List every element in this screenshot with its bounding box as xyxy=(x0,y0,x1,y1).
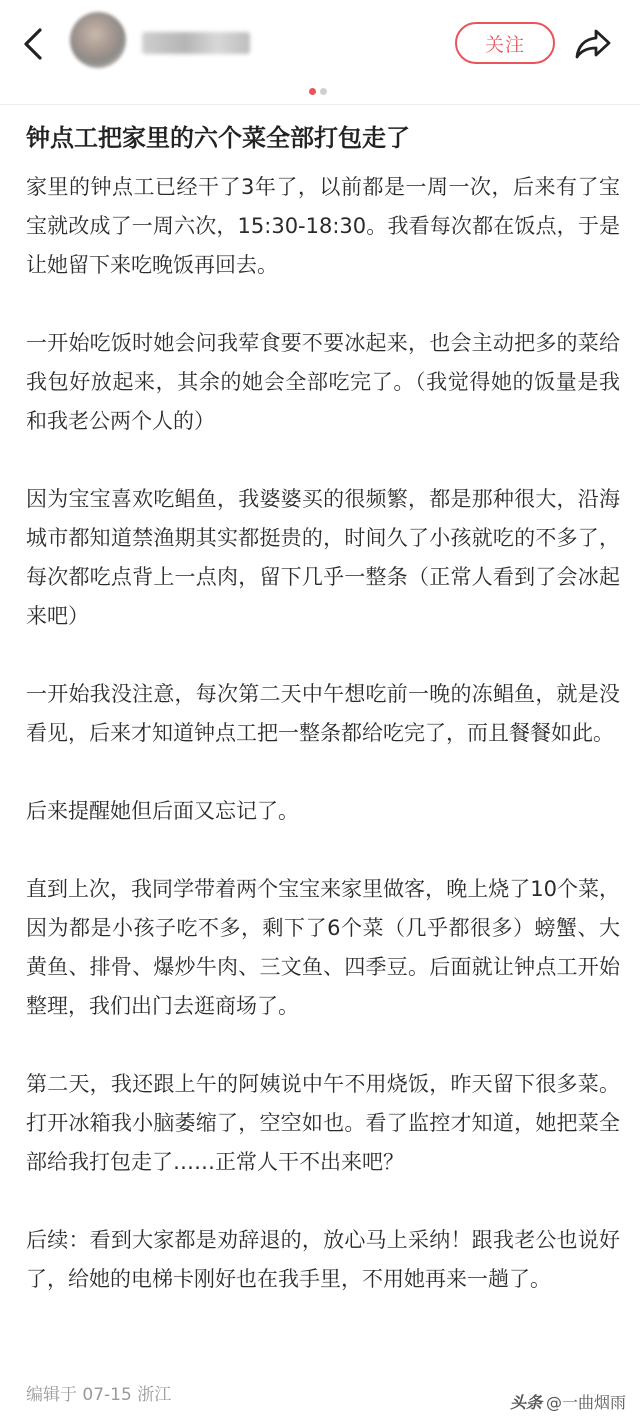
header-divider xyxy=(0,104,640,105)
watermark xyxy=(510,1390,626,1413)
chevron-left-icon xyxy=(22,27,44,61)
post-paragraph: 一开始吃饭时她会问我荤食要不要冰起来，也会主动把多的菜给我包好放起来，其余的她会全部吃完了。（我觉得她的饭量是我和我老公两个人的） xyxy=(26,331,620,433)
post-paragraph: 后续：看到大家都是劝辞退的，放心马上采纳！跟我老公也说好了，给她的电梯卡刚好也在我手里，不用她再来一趟了。 xyxy=(26,1228,620,1291)
top-bar xyxy=(0,0,640,88)
post-paragraph: 一开始我没注意，每次第二天中午想吃前一晚的冻鲳鱼，就是没看见，后来才知道钟点工把一整条都给吃完了，而且餐餐如此。 xyxy=(26,682,620,745)
back-button[interactable] xyxy=(18,26,48,62)
share-arrow-icon xyxy=(574,28,612,60)
username-blurred[interactable] xyxy=(142,32,250,54)
avatar[interactable] xyxy=(70,12,126,68)
post-paragraph: 直到上次，我同学带着两个宝宝来家里做客，晚上烧了10个菜，因为都是小孩子吃不多，剩下了6个菜（几乎都很多）螃蟹、大黄鱼、排骨、爆炒牛肉、三文鱼、四季豆。后面就让钟点工开始整理，我们出门去逛商场了。 xyxy=(26,877,620,1018)
post-paragraph: 家里的钟点工已经干了3年了，以前都是一周一次，后来有了宝宝就改成了一周六次，15:30-18:30。我看每次都在饭点，于是让她留下来吃晚饭再回去。 xyxy=(26,175,620,277)
share-button[interactable] xyxy=(572,24,614,64)
post-title: 钟点工把家里的六个菜全部打包走了 xyxy=(26,124,410,152)
post-paragraph: 因为宝宝喜欢吃鲳鱼，我婆婆买的很频繁，都是那种很大，沿海城市都知道禁渔期其实都挺贵的，时间久了小孩就吃的不多了，每次都吃点背上一点肉，留下几乎一整条（正常人看到了会冰起来吧） xyxy=(26,487,620,628)
edit-info: 编辑于 07-15 浙江 xyxy=(26,1385,172,1405)
post-paragraph: 后来提醒她但后面又忘记了。 xyxy=(26,799,299,823)
watermark-brand: 头条 xyxy=(509,1393,542,1412)
watermark-handle: @一曲烟雨 xyxy=(545,1393,626,1412)
pager-dot-active xyxy=(309,88,316,95)
post-paragraph: 第二天，我还跟上午的阿姨说中午不用烧饭，昨天留下很多菜。打开冰箱我小脑萎缩了，空空如也。看了监控才知道，她把菜全部给我打包走了……正常人干不出来吧？ xyxy=(26,1072,620,1174)
pager-dot xyxy=(320,88,327,95)
post-body xyxy=(26,168,620,1338)
follow-button[interactable]: 关注 xyxy=(455,22,555,64)
image-pager-dots xyxy=(309,88,327,98)
